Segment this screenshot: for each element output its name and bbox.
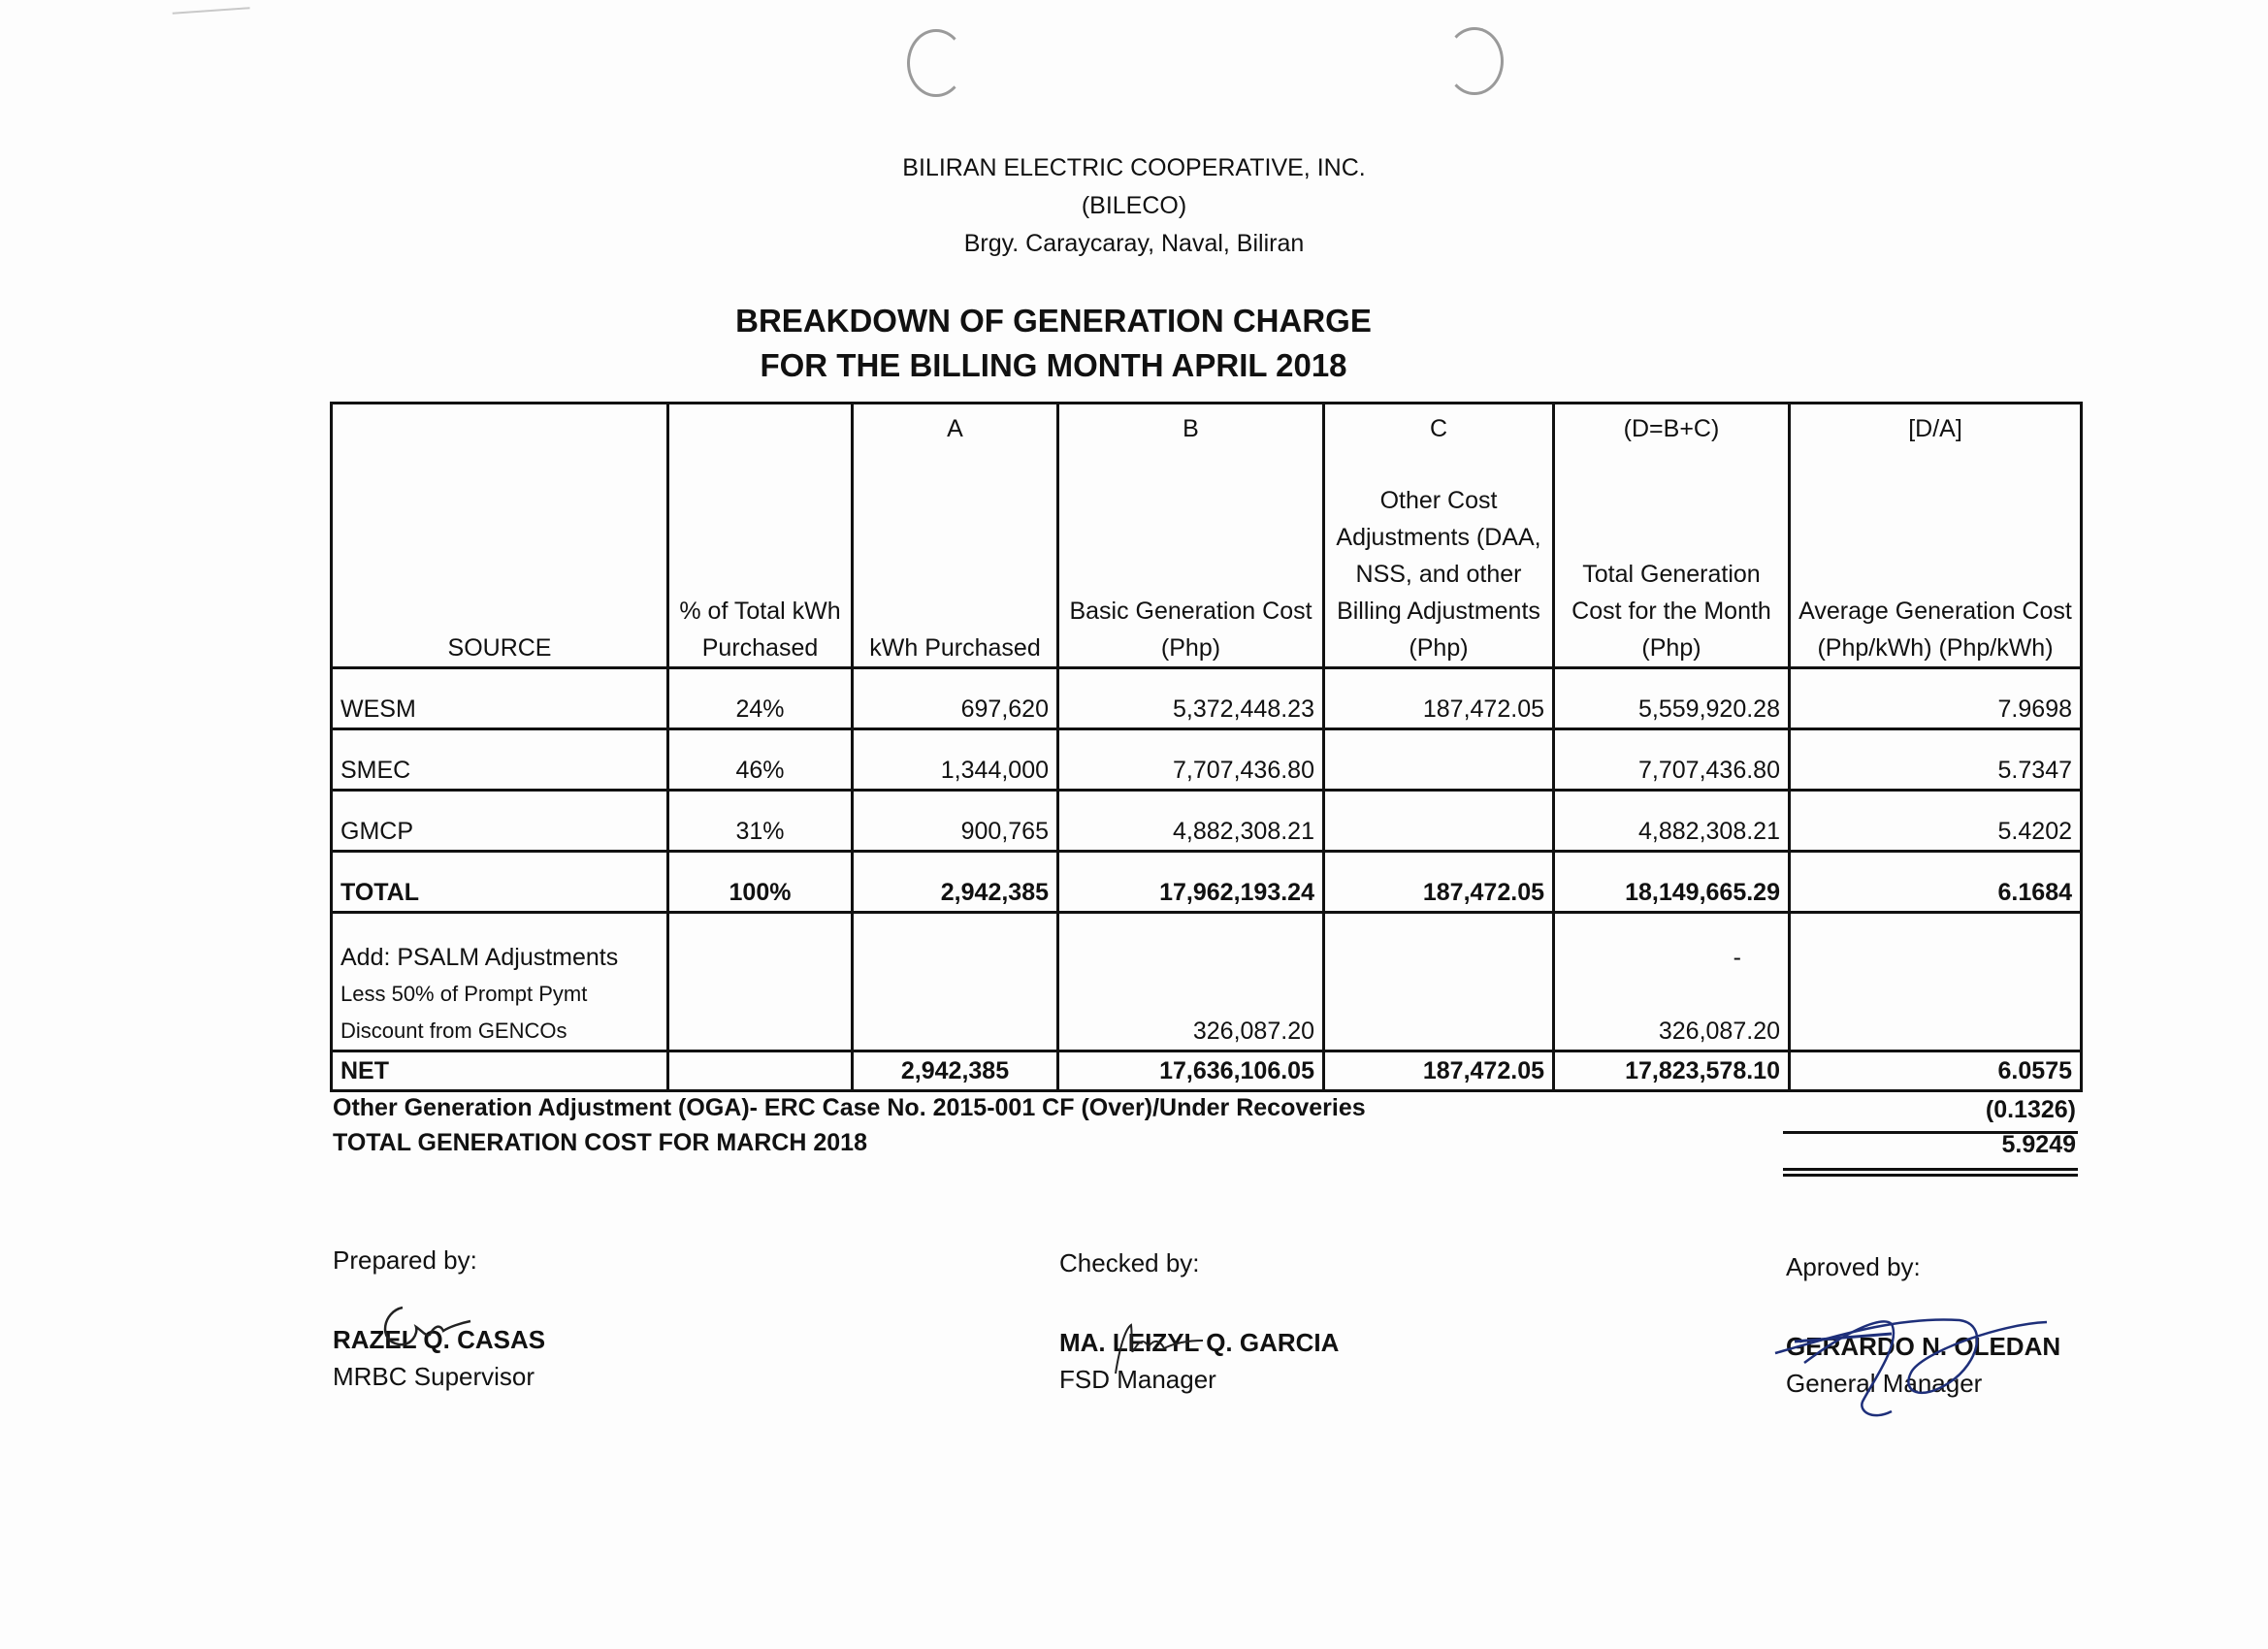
col-letter: B bbox=[1183, 415, 1199, 442]
cell-avg: 5.4202 bbox=[1790, 791, 2082, 852]
cell-pct: 46% bbox=[668, 729, 853, 791]
cell-source: NET bbox=[332, 1051, 668, 1091]
signatory-caption: Checked by: bbox=[1059, 1248, 1200, 1277]
table-row bbox=[332, 791, 2082, 852]
col-label: Average Generation Cost (Php/kWh) (Php/kWh) bbox=[1798, 598, 2072, 662]
col-letter: A bbox=[947, 415, 963, 442]
col-header-source bbox=[332, 404, 668, 668]
col-label: kWh Purchased bbox=[869, 634, 1041, 662]
org-address: Brgy. Caraycaray, Naval, Biliran bbox=[963, 230, 1305, 257]
total-row bbox=[332, 852, 2082, 913]
total-gen-cost-label: TOTAL GENERATION COST FOR MARCH 2018 bbox=[333, 1129, 867, 1156]
col-letter: (D=B+C) bbox=[1623, 415, 1720, 442]
cell-basic: 17,636,106.05 bbox=[1058, 1051, 1324, 1091]
signatory-name: GERARDO N. OLEDAN bbox=[1786, 1332, 2061, 1361]
cell-other: 187,472.05 bbox=[1324, 852, 1554, 913]
cell-other bbox=[1324, 729, 1554, 791]
double-rule-bottom bbox=[1783, 1174, 2078, 1177]
net-row bbox=[332, 1051, 2082, 1091]
scan-mark bbox=[173, 7, 251, 24]
col-letter: [D/A] bbox=[1908, 415, 1962, 442]
signature-scribble-casas bbox=[373, 1298, 480, 1356]
signature-scribble-garcia bbox=[1096, 1319, 1232, 1377]
signatory-name: RAZEL Q. CASAS bbox=[333, 1325, 546, 1354]
doc-title-line2: FOR THE BILLING MONTH APRIL 2018 bbox=[760, 347, 1347, 383]
col-letter: C bbox=[1429, 415, 1448, 442]
cell-total: 5,559,920.28 bbox=[1554, 668, 1790, 729]
col-header-avg bbox=[1790, 404, 2082, 668]
signatory-caption: Aproved by: bbox=[1786, 1252, 1921, 1281]
cell-basic: 4,882,308.21 bbox=[1058, 791, 1324, 852]
punch-hole-left bbox=[907, 29, 965, 97]
oga-value: (0.1326) bbox=[1985, 1096, 2076, 1123]
cell-total: 17,823,578.10 bbox=[1554, 1051, 1790, 1091]
doc-title-line1: BREAKDOWN OF GENERATION CHARGE bbox=[735, 303, 1372, 339]
cell-basic: 326,087.20 bbox=[1058, 913, 1324, 1051]
cell-pct bbox=[668, 913, 853, 1051]
oga-label: Other Generation Adjustment (OGA)- ERC Case No. 2015-001 CF (Over)/Under Recoveries bbox=[333, 1094, 1366, 1121]
cell-other: 187,472.05 bbox=[1324, 1051, 1554, 1091]
cell-basic: 7,707,436.80 bbox=[1058, 729, 1324, 791]
adjust-dash: - bbox=[1733, 944, 1741, 971]
cell-kwh: 2,942,385 bbox=[853, 852, 1058, 913]
cell-pct: 24% bbox=[668, 668, 853, 729]
cell-total: 18,149,665.29 bbox=[1554, 852, 1790, 913]
adjust-total: 326,087.20 bbox=[1658, 1018, 1780, 1045]
signatory-title: MRBC Supervisor bbox=[333, 1362, 535, 1391]
cell-total bbox=[1554, 913, 1790, 1051]
cell-pct bbox=[668, 1051, 853, 1091]
signatory-title: General Manager bbox=[1786, 1369, 1983, 1398]
punch-hole-right bbox=[1445, 27, 1504, 95]
cell-kwh: 900,765 bbox=[853, 791, 1058, 852]
table-row bbox=[332, 729, 2082, 791]
cell-avg: 6.0575 bbox=[1790, 1051, 2082, 1091]
total-gen-cost-value: 5.9249 bbox=[2001, 1131, 2076, 1158]
cell-basic: 5,372,448.23 bbox=[1058, 668, 1324, 729]
col-header-total bbox=[1554, 404, 1790, 668]
cell-kwh: 1,344,000 bbox=[853, 729, 1058, 791]
signatory-name: MA. LEIZYL Q. GARCIA bbox=[1059, 1328, 1340, 1357]
col-label: Basic Generation Cost (Php) bbox=[1069, 598, 1312, 662]
signature-scribble-oledan bbox=[1766, 1295, 2057, 1431]
signatory-title: FSD Manager bbox=[1059, 1365, 1216, 1394]
col-header-basic bbox=[1058, 404, 1324, 668]
double-rule-top bbox=[1783, 1168, 2078, 1171]
table-header-row bbox=[332, 404, 2082, 668]
col-label: Other Cost Adjustments (DAA, NSS, and other Billing Adjustments (Php) bbox=[1336, 487, 1541, 662]
cell-other: 187,472.05 bbox=[1324, 668, 1554, 729]
cell-avg: 6.1684 bbox=[1790, 852, 2082, 913]
col-header-other bbox=[1324, 404, 1554, 668]
cell-pct: 31% bbox=[668, 791, 853, 852]
adjust-line2: Less 50% of Prompt Pymt bbox=[340, 982, 588, 1006]
cell-kwh: 2,942,385 bbox=[853, 1051, 1058, 1091]
table-row bbox=[332, 668, 2082, 729]
org-name: BILIRAN ELECTRIC COOPERATIVE, INC. bbox=[902, 154, 1366, 181]
org-abbr: (BILECO) bbox=[1081, 192, 1187, 219]
cell-source: GMCP bbox=[332, 791, 668, 852]
cell-other bbox=[1324, 791, 1554, 852]
cell-avg: 5.7347 bbox=[1790, 729, 2082, 791]
cell-kwh: 697,620 bbox=[853, 668, 1058, 729]
cell-source: SMEC bbox=[332, 729, 668, 791]
cell-kwh bbox=[853, 913, 1058, 1051]
cell-basic: 17,962,193.24 bbox=[1058, 852, 1324, 913]
cell-total: 4,882,308.21 bbox=[1554, 791, 1790, 852]
cell-source: TOTAL bbox=[332, 852, 668, 913]
cell-total: 7,707,436.80 bbox=[1554, 729, 1790, 791]
adjust-line1: Add: PSALM Adjustments bbox=[340, 944, 619, 971]
cell-avg: 7.9698 bbox=[1790, 668, 2082, 729]
col-label: SOURCE bbox=[447, 634, 552, 662]
col-label: % of Total kWh Purchased bbox=[679, 598, 841, 662]
cell-source: WESM bbox=[332, 668, 668, 729]
col-header-pct bbox=[668, 404, 853, 668]
cell-adjust-label bbox=[332, 913, 668, 1051]
psalm-adjustment-row bbox=[332, 913, 2082, 1051]
cell-other bbox=[1324, 913, 1554, 1051]
adjust-line3: Discount from GENCOs bbox=[340, 1018, 567, 1043]
col-label: Total Generation Cost for the Month (Php) bbox=[1571, 561, 1771, 662]
cell-avg bbox=[1790, 913, 2082, 1051]
cell-pct: 100% bbox=[668, 852, 853, 913]
generation-charge-table bbox=[330, 402, 2083, 1092]
col-header-kwh bbox=[853, 404, 1058, 668]
signatory-caption: Prepared by: bbox=[333, 1245, 477, 1275]
